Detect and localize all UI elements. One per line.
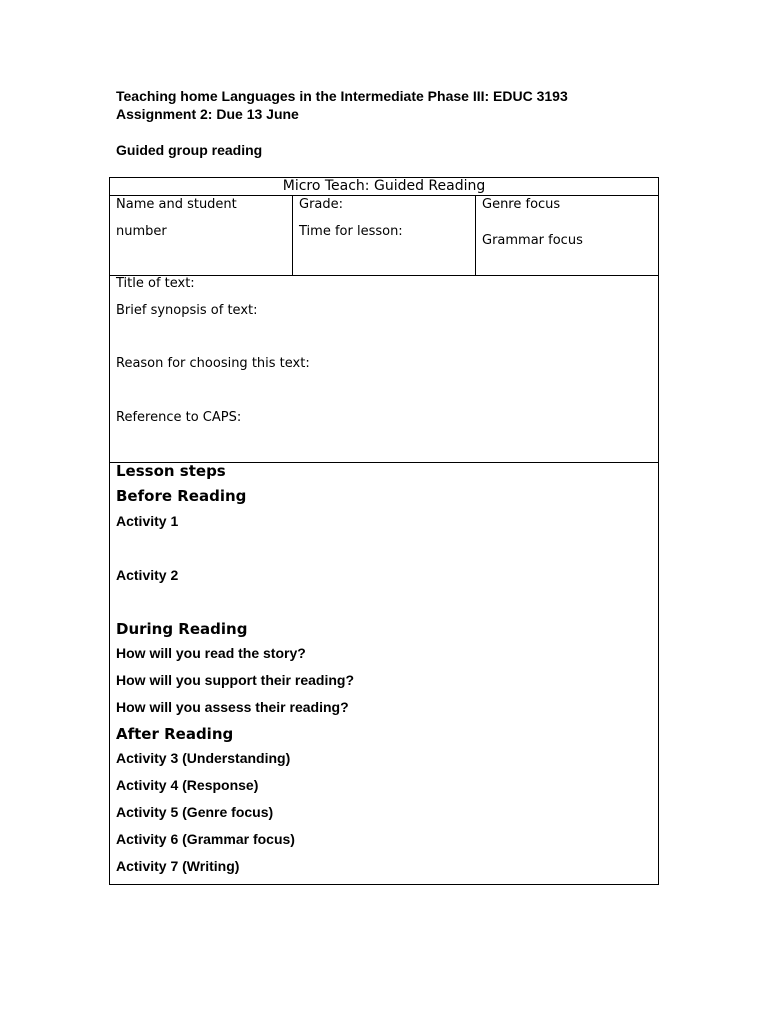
activity-1-label: Activity 1 (116, 513, 179, 529)
lesson-steps-row (110, 463, 658, 884)
after-reading-heading: After Reading (116, 725, 234, 743)
lesson-steps-heading: Lesson steps (116, 462, 226, 480)
text-details-row (110, 276, 658, 463)
time-label: Time for lesson: (299, 224, 403, 239)
grammar-focus-label: Grammar focus (482, 233, 583, 248)
info-row (110, 195, 658, 276)
activity-3-label: Activity 3 (Understanding) (116, 750, 291, 766)
support-reading-question: How will you support their reading? (116, 672, 355, 688)
genre-focus-label: Genre focus (482, 197, 561, 212)
caps-label: Reference to CAPS: (116, 410, 242, 425)
activity-4-label: Activity 4 (Response) (116, 777, 259, 793)
course-heading: Teaching home Languages in the Intermediate Phase III: EDUC 3193 (116, 88, 568, 104)
activity-5-label: Activity 5 (Genre focus) (116, 804, 274, 820)
table-title: Micro Teach: Guided Reading (110, 178, 658, 196)
name-label: Name and student (116, 197, 237, 212)
grade-label: Grade: (299, 197, 344, 212)
focus-cell (476, 195, 658, 275)
assess-reading-question: How will you assess their reading? (116, 699, 349, 715)
title-of-text-label: Title of text: (116, 276, 195, 291)
topic-heading: Guided group reading (116, 142, 263, 158)
before-reading-heading: Before Reading (116, 487, 247, 505)
during-reading-heading: During Reading (116, 620, 248, 638)
read-story-question: How will you read the story? (116, 645, 306, 661)
grade-cell (293, 195, 476, 275)
assignment-heading: Assignment 2: Due 13 June (116, 106, 299, 122)
lesson-plan-table (109, 177, 659, 885)
activity-6-label: Activity 6 (Grammar focus) (116, 831, 295, 847)
reason-label: Reason for choosing this text: (116, 356, 310, 371)
activity-7-label: Activity 7 (Writing) (116, 858, 240, 874)
activity-2-label: Activity 2 (116, 567, 179, 583)
name-cell (110, 195, 293, 275)
synopsis-label: Brief synopsis of text: (116, 303, 258, 318)
student-number-label: number (116, 224, 167, 239)
